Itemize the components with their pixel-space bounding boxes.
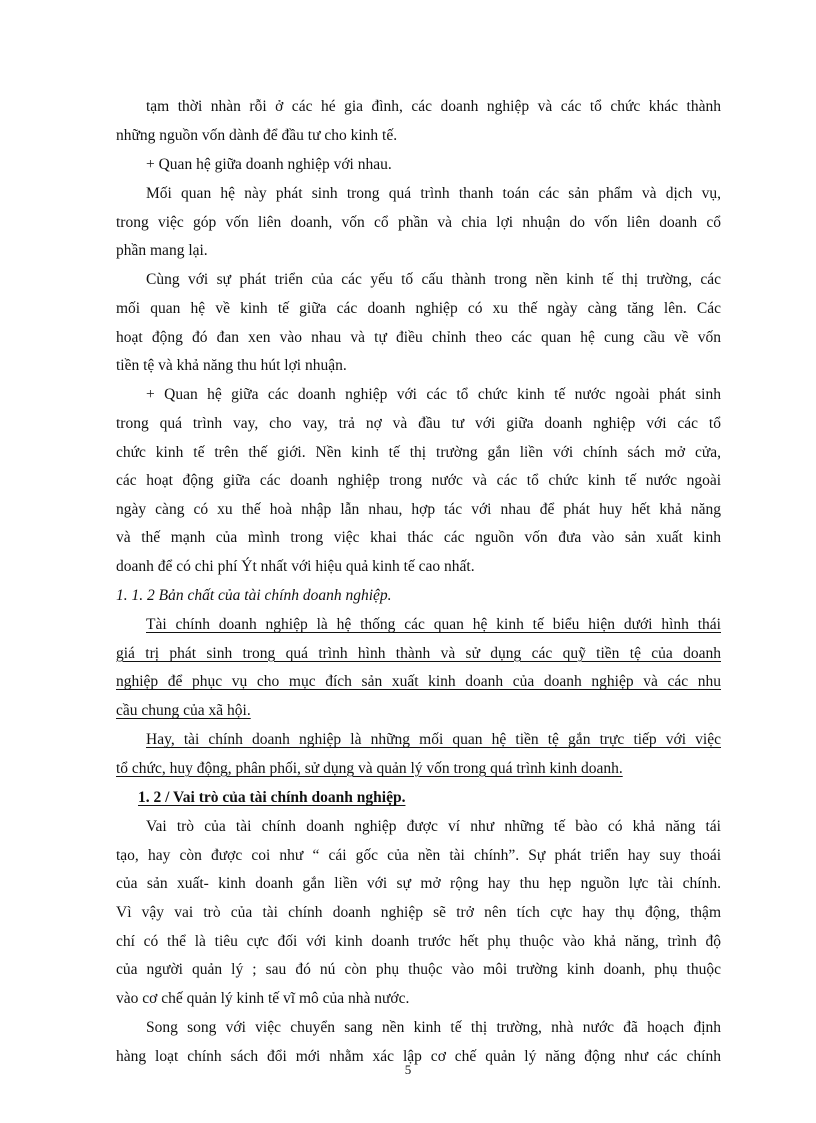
paragraph [116,180,721,266]
text-line: tạm thời nhàn rỗi ở các hé gia đình, các doanh nghiệp và các tổ chức khác thành [146,98,721,115]
text-line: trong quá trình vay, cho vay, trả nợ và đầu tư với giữa doanh nghiệp với các tổ [116,414,721,432]
definition-paragraph [116,611,721,725]
paragraph [116,813,721,1013]
text-line: Cùng với sự phát triển của các yếu tố cấu thành trong nền kinh tế thị trường, các [146,271,721,289]
text-line: tiền tệ và khả năng thu hút lợi nhuận. [116,357,347,375]
text-line: Vì vậy vai trò của tài chính doanh nghiệp sẽ trở nên tích cực hay thụ động, thậm [116,903,721,921]
text-line: chức kinh tế trên thế giới. Nền kinh tế thị trường gắn liền với chính sách mở cửa, [116,443,721,461]
text-line: Vai trò của tài chính doanh nghiệp được ví như những tế bào có khả năng tái [146,818,721,836]
text-line: Mối quan hệ này phát sinh trong quá trình thanh toán các sản phẩm và dịch vụ, [146,184,721,202]
main-heading-text: 1. 2 / Vai trò của tài chính doanh nghiệp. [138,789,406,806]
text-line: Hay, tài chính doanh nghiệp là những mối quan hệ tiền tệ gắn trực tiếp với việc [146,731,721,749]
section-heading-text: 1. 1. 2 Bản chất của tài chính doanh nghiệp. [116,587,392,605]
text-line: ngày càng có xu thế hoà nhập lẫn nhau, hợp tác với nhau để phát huy hết khả năng [116,500,721,518]
text-line: Song song với việc chuyển sang nền kinh tế thị trường, nhà nước đã hoạch định [146,1018,721,1036]
definition-paragraph [116,726,721,783]
text-line: trong việc góp vốn liên doanh, vốn cổ phần và chia lợi nhuận do vốn liên doanh cổ [116,213,721,231]
text-line: nghiệp để phục vụ cho mục đích sản xuất kinh doanh của doanh nghiệp và các nhu [116,673,721,691]
text-line: và thế mạnh của mình trong việc khai thác các nguồn vốn đưa vào sản xuất kinh [116,529,721,547]
paragraph [116,151,721,180]
text-line: tạo, hay còn được coi như “ cái gốc của nền tài chính”. Sự phát triển hay suy thoái [116,846,721,864]
main-heading [116,784,721,813]
text-line: của người quản lý ; sau đó nú còn phụ thuộc vào môi trường kinh doanh, phụ thuộc [116,961,721,979]
text-line: Tài chính doanh nghiệp là hệ thống các quan hệ kinh tế biểu hiện dưới hình thái [146,616,721,634]
paragraph [116,381,721,581]
text-line: doanh để có chi phí Ýt nhất với hiệu quả kinh tế cao nhất. [116,557,475,575]
text-line: chí có thể là tiêu cực đối với kinh doanh trước hết phụ thuộc vào khả năng, trình độ [116,932,721,950]
paragraph [116,93,721,150]
text-line: cầu chung của xã hội. [116,702,251,720]
text-line: hoạt động đó đan xen vào nhau và tự điều chỉnh theo các quan hệ cung cầu về vốn [116,328,721,346]
text-line: các hoạt động giữa các doanh nghiệp trong nước và các tổ chức kinh tế nước ngoài [116,472,721,490]
text-line: phần mang lại. [116,242,208,260]
text-line: của sản xuất- kinh doanh gắn liền với sự mở rộng hay thu hẹp nguồn lực tài chính. [116,875,721,893]
document-page [116,93,721,1072]
text-line: vào cơ chế quản lý kinh tế vĩ mô của nhà nước. [116,989,410,1007]
page-number: 5 [404,1062,412,1077]
text-line: tổ chức, huy động, phân phối, sử dụng và quản lý vốn trong quá trình kinh doanh. [116,759,623,777]
paragraph [116,266,721,380]
text-line: những nguồn vốn dành để đầu tư cho kinh tế. [116,126,398,144]
text-line: mối quan hệ về kinh tế giữa các doanh nghiệp có xu thế ngày càng tăng lên. Các [116,299,721,317]
text-line: hàng loạt chính sách đổi mới nhằm xác lập cơ chế quản lý năng động như các chính [116,1047,721,1065]
text-line: giá trị phát sinh trong quá trình hình thành và sử dụng các quỹ tiền tệ của doanh [116,644,721,662]
text-line: + Quan hệ giữa doanh nghiệp với nhau. [146,155,392,173]
section-heading [116,582,721,611]
text-line: + Quan hệ giữa các doanh nghiệp với các tổ chức kinh tế nước ngoài phát sinh [146,386,721,404]
